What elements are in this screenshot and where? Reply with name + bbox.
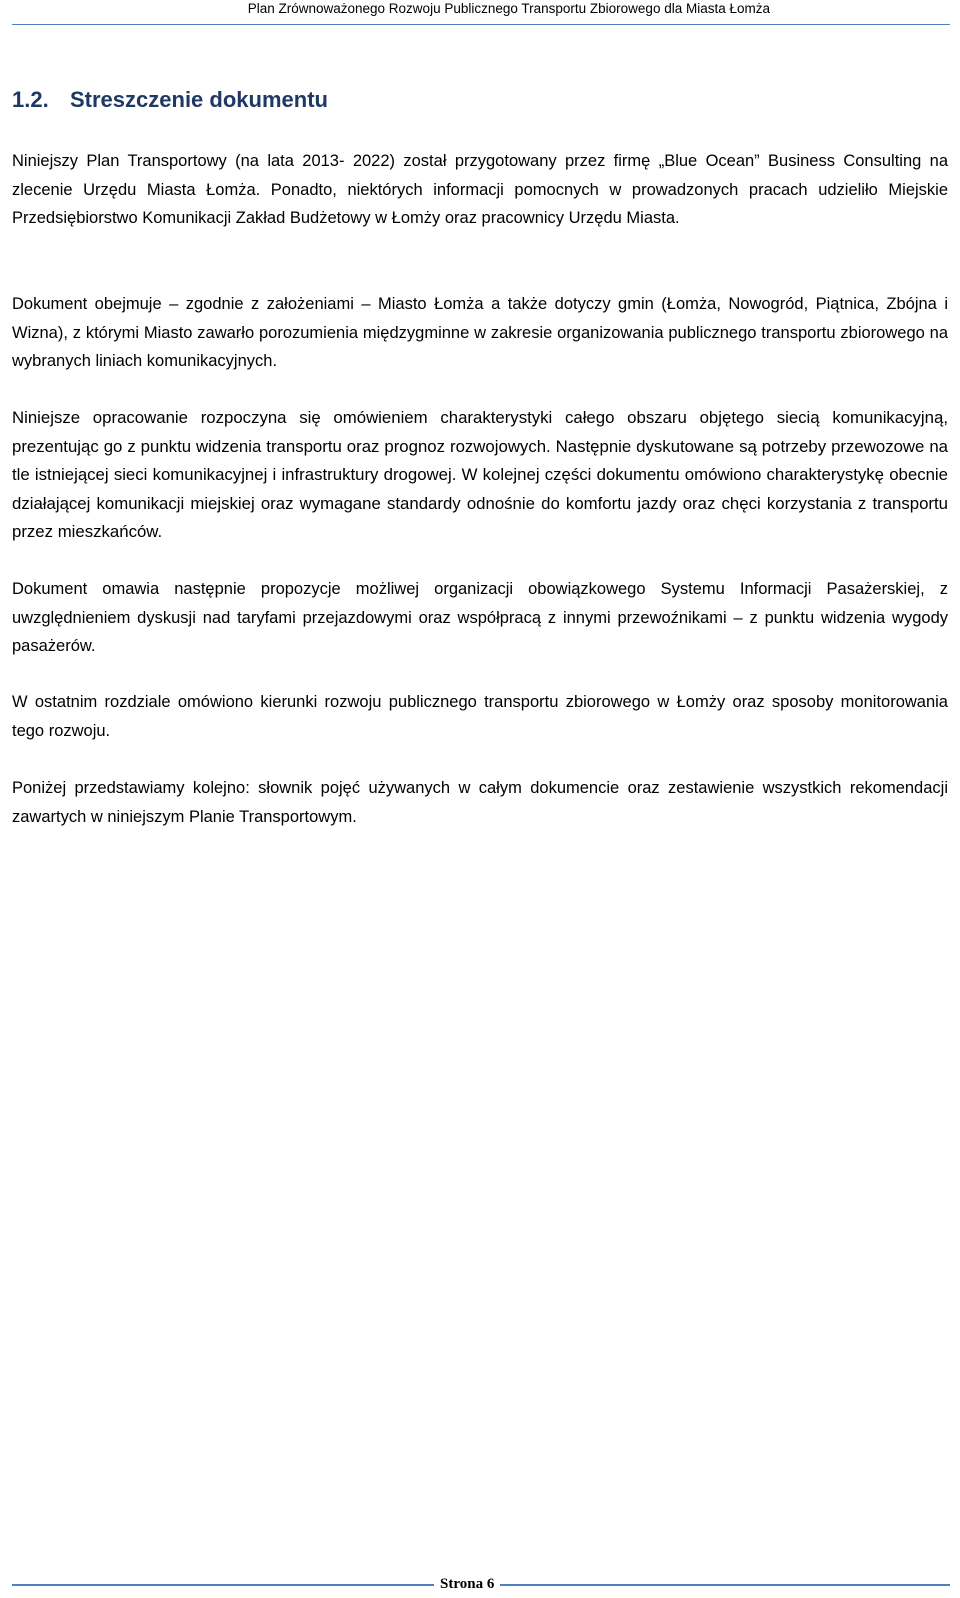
paragraph-last-chapter: W ostatnim rozdziale omówiono kierunki rozwoju publicznego transportu zbiorowego w Łomży oraz sposoby monitorowania tego rozwoju.	[12, 693, 948, 740]
paragraph-following: Poniżej przedstawiamy kolejno: słownik pojęć używanych w całym dokumencie oraz zestawienie wszystkich rekomendacji zawartych w niniejszym Planie Transportowym.	[12, 779, 948, 826]
paragraph-scope: Dokument obejmuje – zgodnie z założeniami – Miasto Łomża a także dotyczy gmin (Łomża, Nowogród, Piątnica, Zbójna i Wizna), z którymi Miasto zawarło porozumienia międzygminne w zakresie organizowania publicznego transportu zbiorowego na wybranych liniach komunikacyjnych.	[12, 295, 948, 370]
page-number: Strona 6	[434, 1575, 500, 1593]
header-title: Plan Zrównoważonego Rozwoju Publicznego Transportu Zbiorowego dla Miasta Łomża	[247, 1, 770, 16]
page-header	[12, 0, 950, 25]
section-title: Streszczenie dokumentu	[70, 87, 328, 112]
paragraph-overview: Niniejsze opracowanie rozpoczyna się omówieniem charakterystyki całego obszaru objętego siecią komunikacyjną, prezentując go z punktu widzenia transportu oraz prognoz rozwojowych. Następnie dyskutowane są potrzeby przewozowe na tle istniejącej sieci komunikacyjnej i infrastruktury drogowej. W kolejnej części dokumentu omówiono charakterystykę obecnie działającej komunikacji miejskiej oraz wymagane standardy odnośnie do komfortu jazdy oraz chęci korzystania z transportu przez mieszkańców.	[12, 408, 948, 541]
paragraph-intro: Niniejszy Plan Transportowy (na lata 2013- 2022) został przygotowany przez firmę „Blue Ocean” Business Consulting na zlecenie Urzędu Miasta Łomża. Ponadto, niektórych informacji pomocnych w prowadzonych pracach udzieliło Miejskie Przedsiębiorstwo Komunikacji Zakład Budżetowy w Łomży oraz pracownicy Urzędu Miasta.	[12, 152, 948, 227]
section-number: 1.2.	[12, 87, 49, 112]
paragraph-passenger-info: Dokument omawia następnie propozycje możliwej organizacji obowiązkowego Systemu Informacji Pasażerskiej, z uwzględnieniem dyskusji nad taryfami przejazdowymi oraz współpracą z innymi przewoźnikami – z punktu widzenia wygody pasażerów.	[12, 580, 948, 655]
section-heading	[12, 86, 328, 114]
page-footer	[12, 1576, 950, 1592]
